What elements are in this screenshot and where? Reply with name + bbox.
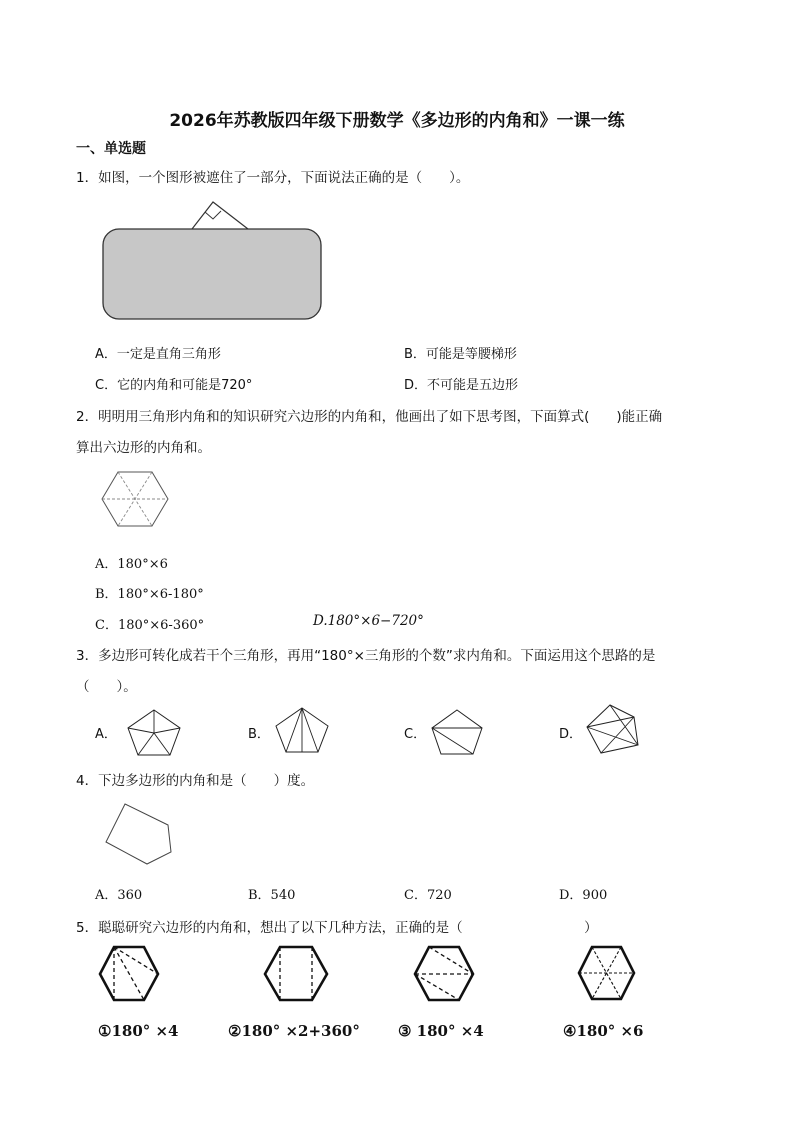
question-3-line-1: 3．多边形可转化成若干个三角形，再用“180°×三角形的个数”求内角和。下面运用这个思路的是 [76,648,656,664]
q4-option-c[interactable]: C．720 [404,888,452,903]
q2-option-c[interactable]: C．180°×6-360° [95,618,205,633]
q2-option-b[interactable]: B．180°×6-180° [95,587,204,602]
q3-option-a-pentagon [124,708,184,756]
q4-option-d[interactable]: D．900 [559,888,608,903]
question-2-line-2: 算出六边形的内角和。 [76,440,211,456]
q5-caption-2: ②180° ×2+360° [228,1022,360,1040]
q4-option-b[interactable]: B．540 [248,888,296,903]
q3-option-d[interactable]: D． [559,727,583,742]
q2-option-a[interactable]: A．180°×6 [95,557,168,572]
q5-hexagon-method-2 [262,944,330,1004]
q5-hexagon-method-3 [412,944,478,1004]
q5-hexagon-method-4 [576,944,638,1002]
question-5-text: 5．聪聪研究六边形的内角和，想出了以下几种方法，正确的是（ ） [76,920,598,936]
q5-caption-4: ④180° ×6 [563,1022,644,1040]
q1-option-a[interactable]: A．一定是直角三角形 [95,347,221,362]
question-1-text: 1．如图，一个图形被遮住了一部分，下面说法正确的是（ ）。 [76,170,470,186]
q3-option-c-pentagon [428,708,488,756]
q4-polygon-figure [103,802,175,866]
q3-option-c[interactable]: C． [404,727,427,742]
q5-caption-3: ③ 180° ×4 [398,1022,484,1040]
page-title: 2026年苏教版四年级下册数学《多边形的内角和》一课一练 [169,111,625,131]
q1-figure-covered-shape [100,198,325,323]
q3-option-a[interactable]: A． [95,727,117,742]
q4-option-a[interactable]: A．360 [95,888,143,903]
q2-hexagon-figure [100,470,172,530]
q2-option-d[interactable]: D.180°×6−720° [313,613,424,629]
q1-option-d[interactable]: D．不可能是五边形 [404,378,519,393]
q1-option-c[interactable]: C．它的内角和可能是720° [95,378,253,393]
q1-option-b[interactable]: B．可能是等腰梯形 [404,347,517,362]
q5-hexagon-method-1 [97,944,163,1004]
q3-option-b-pentagon [272,706,332,754]
q3-option-b[interactable]: B． [248,727,270,742]
question-3-line-2: （ ）。 [76,679,137,695]
q3-option-d-pentagon [584,703,644,755]
section-heading: 一、单选题 [76,141,146,157]
question-4-text: 4．下边多边形的内角和是（ ）度。 [76,773,315,789]
q5-caption-1: ①180° ×4 [98,1022,179,1040]
question-2-line-1: 2．明明用三角形内角和的知识研究六边形的内角和，他画出了如下思考图，下面算式( )能正确 [76,409,663,425]
